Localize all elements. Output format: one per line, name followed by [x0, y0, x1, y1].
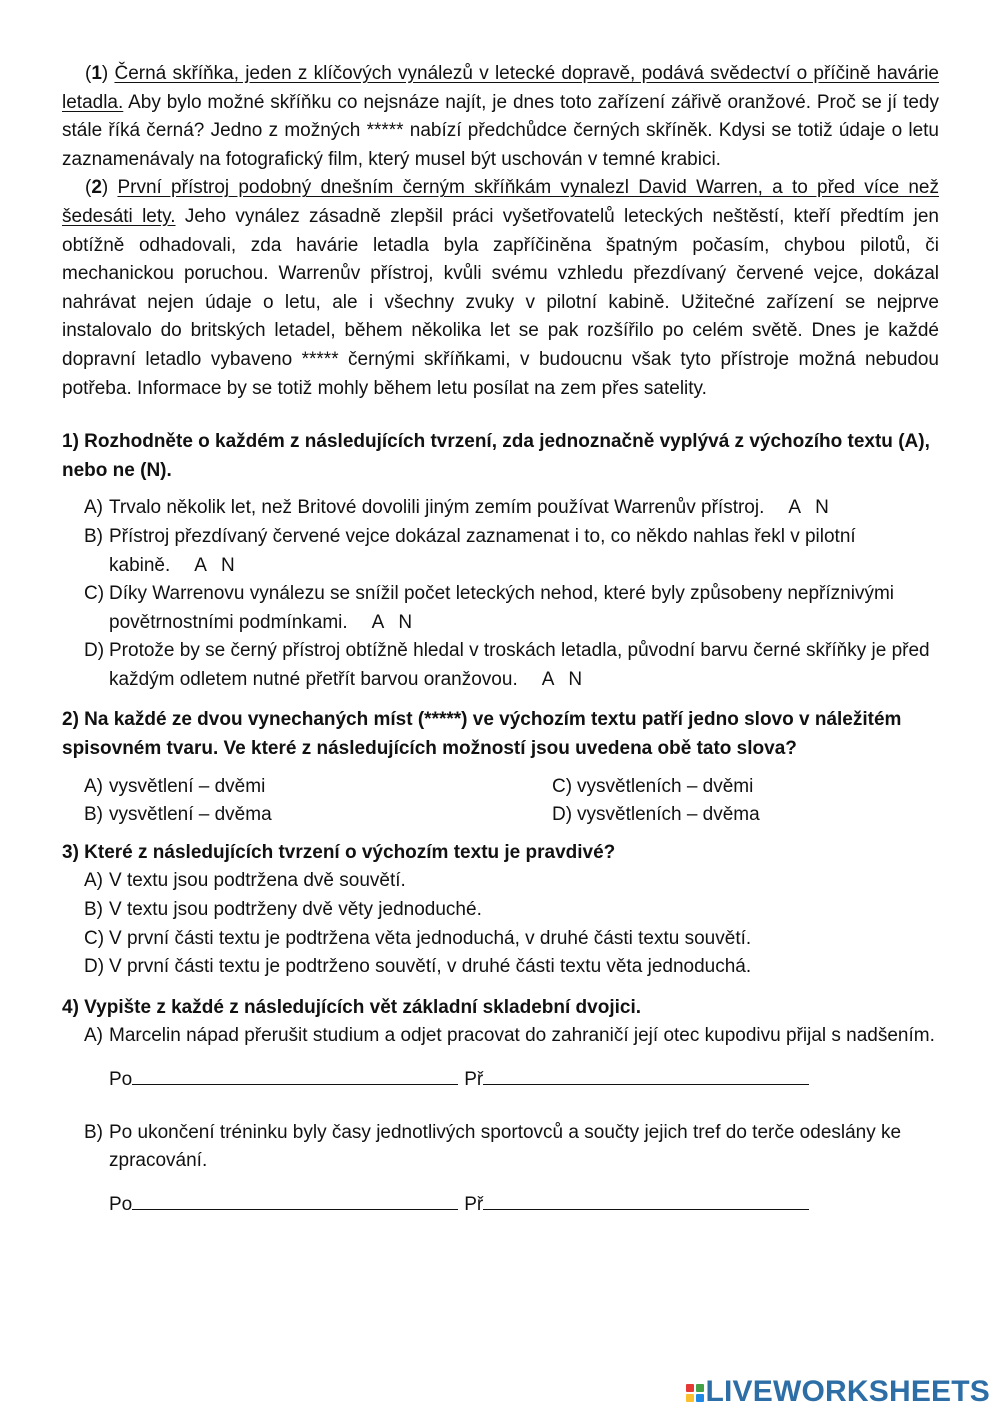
question-3-option[interactable] [84, 896, 939, 925]
option-text: vysvětleních – dvěmi [577, 775, 754, 797]
question-1-title: 1) Rozhodněte o každém z následujících tvrzení, zda jednoznačně vyplývá z výchozího textu (A), nebo ne (N). [62, 431, 930, 481]
underlined-sentence: První přístroj podobný dnešním černým skříňkám vynalezl David Warren, a to před více než šedesáti lety. [62, 177, 939, 227]
subject-label: Po [109, 1193, 133, 1215]
passage-paragraph-1: (1) Černá skříňka, jeden z klíčových vynálezů v letecké dopravě, podává svědectví o příčině havárie letadla. Aby bylo možné skříňku co nejsnáze najít, je dnes toto zařízení zářivě oranžové. Proč se jí tedy stále říká černá? Jedno z možných ***** nabízí předchůdce černých skříněk. Kdysi se totiž údaje o letu zaznamenávaly na fotografický film, který musel být uschován v temné krabici. [62, 63, 939, 170]
item-letter: A) [84, 497, 103, 519]
item-text: Přístroj přezdívaný červené vejce dokázal zaznamenat i to, co někdo nahlas řekl v pilotní kabině. [109, 525, 856, 576]
answer-n-choice[interactable]: N [568, 668, 583, 690]
paragraph-text: Jeho vynález zásadně zlepšil práci vyšetřovatelů leteckých neštěstí, kteří předtím jen obtížně odhadovali, zda havárie letadla byla zapříčiněna špatným počasím, chybou pilotů, či mechanickou poruchou. Warrenův přístroj, kvůli svému vzhledu přezdívaný červené vejce, dokázal nahrávat nejen údaje o letu, ale i všechny zvuky v pilotní kabině. Užitečné zařízení se nejprve instalovalo do britských letadel, během několika let se pak rozšířilo po celém světě. Dnes je každé dopravní letadlo vybaveno ***** černými skříňkami, v budoucnu však tyto přístroje možná nebudou potřeba. Informace by se totiž mohly během letu posílat na zem přes satelity. [62, 205, 939, 399]
underlined-sentence: Černá skříňka, jeden z klíčových vynálezů v letecké dopravě, podává svědectví o příčině havárie letadla. [62, 63, 939, 113]
question-2-options [62, 773, 939, 830]
question-3-option[interactable] [84, 867, 939, 896]
option-letter: C) [84, 927, 105, 949]
option-text: vysvětlení – dvěmi [109, 775, 266, 797]
option-letter: B) [84, 804, 103, 826]
item-text: Díky Warrenovu vynálezu se snížil počet leteckých nehod, které byly způsobeny nepříznivými povětrnostními podmínkami. [109, 583, 894, 633]
paragraph-number: 1 [91, 63, 102, 84]
paragraph-text: Aby bylo možné skříňku co nejsnáze najít, je dnes toto zařízení zářivě oranžové. Proč se jí tedy stále říká černá? Jedno z možných ***** nabízí předchůdce černých skříněk. Kdysi se totiž údaje o letu zaznamenávaly na fotografický film, který musel být uschován v temné krabici. [62, 91, 939, 170]
passage-paragraph-2: (2) První přístroj podobný dnešním černým skříňkám vynalezl David Warren, a to před více než šedesáti lety. Jeho vynález zásadně zlepšil práci vyšetřovatelů leteckých neštěstí, kteří předtím jen obtížně odhadovali, zda havárie letadla byla zapříčiněna špatným počasím, chybou pilotů, či mechanickou poruchou. Warrenův přístroj, kvůli svému vzhledu přezdívaný červené vejce, dokázal nahrávat nejen údaje o letu, ale i všechny zvuky v pilotní kabině. Užitečné zařízení se nejprve instalovalo do britských letadel, během několika let se pak rozšířilo po celém světě. Dnes je každé dopravní letadlo vybaveno ***** černými skříňkami, v budoucnu však tyto přístroje možná nebudou potřeba. Informace by se totiž mohly během letu posílat na zem přes satelity. [62, 177, 939, 399]
question-1-item [84, 637, 939, 694]
subject-label: Po [109, 1069, 133, 1090]
predicate-answer-field[interactable] [483, 1063, 809, 1085]
predicate-label: Př [464, 1193, 484, 1215]
answer-a-choice[interactable]: A [541, 668, 555, 690]
item-letter: A) [84, 1025, 103, 1047]
option-letter: B) [84, 899, 103, 921]
question-1-item [84, 580, 939, 637]
subject-answer-field[interactable] [132, 1063, 458, 1085]
answer-n-choice[interactable]: N [398, 611, 413, 633]
item-text: Trvalo několik let, než Britové dovolili jiným zemím používat Warrenův přístroj. [109, 497, 765, 519]
answer-line-row [62, 1188, 939, 1220]
answer-a-choice[interactable]: A [788, 497, 802, 519]
question-1-item [84, 494, 939, 523]
option-text: V textu jsou podtrženy dvě věty jednoduché. [109, 899, 482, 921]
logo-square [696, 1384, 704, 1392]
question-2-option[interactable] [552, 801, 852, 830]
question-3-option[interactable] [84, 925, 939, 954]
paragraph-number: 2 [91, 177, 102, 199]
question-4-items [62, 1022, 939, 1051]
logo-square [686, 1384, 694, 1392]
logo-mark-icon [686, 1384, 704, 1402]
answer-line-row [62, 1063, 939, 1095]
item-letter: B) [84, 525, 103, 547]
option-text: vysvětlení – dvěma [109, 804, 272, 826]
question-2-option[interactable] [84, 773, 552, 802]
question-2-title: 2) Na každé ze dvou vynechaných míst (*****) ve výchozím textu patří jedno slovo v náležitém spisovném tvaru. Ve které z následujících možností jsou uvedena obě tato slova? [62, 709, 902, 760]
subject-answer-field[interactable] [132, 1188, 458, 1210]
option-letter: D) [84, 956, 105, 978]
answer-a-choice[interactable]: A [194, 554, 207, 576]
answer-a-choice[interactable]: A [371, 611, 385, 633]
question-4-item [84, 1022, 939, 1051]
predicate-label: Př [464, 1069, 484, 1090]
option-text: V první části textu je podtržena věta jednoduchá, v druhé části textu souvětí. [109, 927, 752, 949]
option-text: V textu jsou podtržena dvě souvětí. [109, 870, 406, 892]
option-text: vysvětleních – dvěma [577, 804, 760, 826]
predicate-answer-field[interactable] [483, 1188, 809, 1210]
option-text: V první části textu je podtrženo souvětí, v druhé části textu věta jednoduchá. [109, 956, 752, 978]
question-3-options [62, 867, 939, 981]
item-text: Protože by se černý přístroj obtížně hledal v troskách letadla, původní barvu černé skříňky je před každým odletem nutné přetřít barvou oranžovou. [109, 640, 930, 690]
item-text: Po ukončení tréninku byly časy jednotlivých sportovců a součty jejich tref do terče odeslány ke zpracování. [109, 1121, 902, 1172]
item-text: Marcelin nápad přerušit studium a odjet pracovat do zahraničí její otec kupodivu přijal s nadšením. [109, 1025, 935, 1047]
question-3-option[interactable] [84, 953, 939, 982]
logo-text: LIVEWORKSHEETS [705, 1375, 990, 1409]
item-letter: D) [84, 640, 105, 662]
liveworksheets-logo[interactable] [686, 1375, 991, 1409]
question-2-option[interactable] [84, 801, 552, 830]
item-letter: B) [84, 1121, 103, 1143]
option-letter: D) [552, 804, 573, 826]
logo-square [696, 1394, 704, 1402]
question-4-item [84, 1119, 939, 1176]
answer-n-choice[interactable]: N [220, 554, 235, 576]
worksheet [62, 60, 939, 1219]
option-letter: A) [84, 870, 103, 892]
question-3-title: 3) Které z následujících tvrzení o výchozím textu je pravdivé? [62, 841, 616, 863]
answer-n-choice[interactable]: N [815, 497, 829, 519]
question-1-item [84, 523, 939, 580]
option-letter: A) [84, 775, 103, 797]
question-2-option[interactable] [552, 773, 852, 802]
question-4-items [62, 1119, 939, 1176]
question-1-items [62, 494, 939, 694]
item-letter: C) [84, 583, 105, 605]
question-4-title: 4) Vypište z každé z následujících vět základní skladební dvojici. [62, 996, 641, 1018]
option-letter: C) [552, 775, 573, 797]
logo-square [686, 1394, 694, 1402]
